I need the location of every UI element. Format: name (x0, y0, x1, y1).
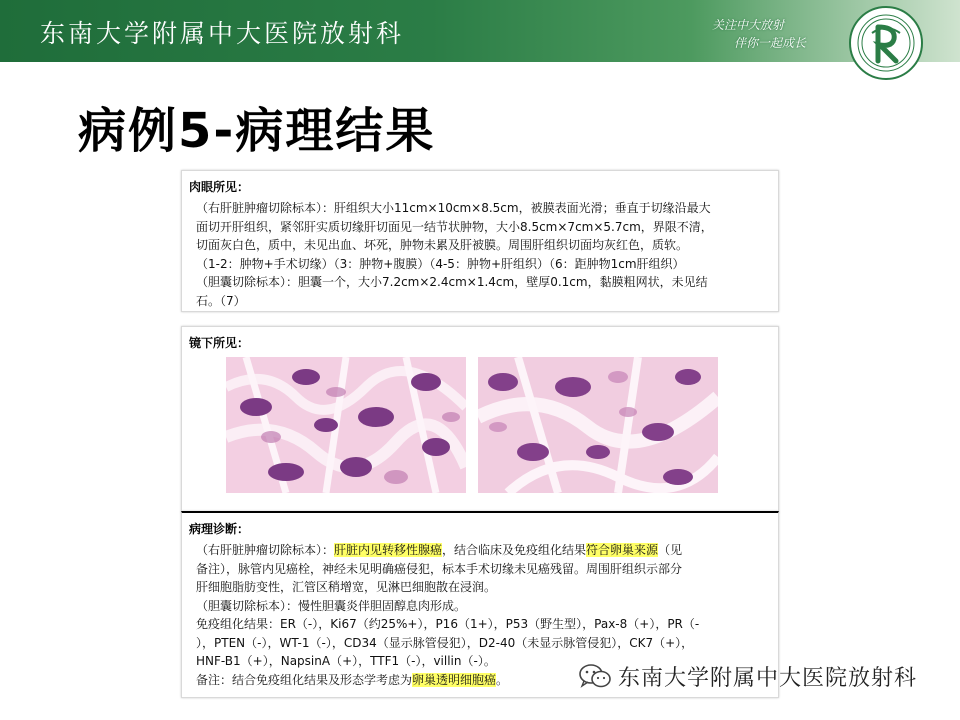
wechat-watermark (578, 656, 938, 696)
diagnosis-highlight-metastatic: 肝脏内见转移性腺癌 (334, 543, 443, 557)
institution-name: 东南大学附属中大医院放射科 (40, 19, 405, 48)
gross-findings-panel (181, 170, 779, 312)
diagnosis-line: 肝细胞脂肪变性，汇管区稍增宽，见淋巴细胞散在浸润。 (196, 580, 497, 594)
microscopic-heading: 镜下所见： (189, 336, 250, 350)
diagnosis-line-1 (196, 541, 770, 560)
diagnosis-line: ），PTEN（-），WT-1（-），CD34（显示脉管侵犯），D2-40（未显示脉管侵犯），CK7（+）， (196, 635, 694, 650)
histology-image-left (226, 357, 466, 493)
slide-title: 病例5-病理结果 (78, 103, 436, 159)
diagnosis-highlight-origin: 符合卵巢来源 (586, 543, 659, 557)
gross-line: 面切开肝组织，紧邻肝实质切缘肝切面见一结节状肿物，大小8.5cm×7cm×5.7cm，界限不清， (196, 219, 713, 234)
gross-text (182, 199, 778, 310)
diagnosis-line: HNF-B1（+），NapsinA（+），TTF1（-），villin（-）。 (196, 654, 496, 668)
diagnosis-heading: 病理诊断： (189, 522, 250, 536)
gross-heading: 肉眼所见： (189, 180, 250, 194)
watermark-text: 东南大学附属中大医院放射科 (618, 665, 918, 691)
gross-line: （1-2：肿物+手术切缘）（3：肿物+腹膜）（4-5：肿物+肝组织）（6：距肿物1cm肝组织） (196, 256, 685, 271)
histology-image-right (478, 357, 718, 493)
diagnosis-text-segment: ，结合临床及免疫组化结果 (442, 543, 587, 557)
diagnosis-note-text: 备注：结合免疫组化结果及形态学考虑为 (196, 672, 413, 687)
slogan-line-1: 关注中大放射 (712, 18, 785, 32)
diagnosis-highlight-final: 卵巢透明细胞癌 (412, 672, 497, 687)
slogan-line-2: 伴你一起成长 (734, 36, 807, 50)
diagnosis-line: （胆囊切除标本）：慢性胆囊炎伴胆固醇息肉形成。 (196, 598, 467, 613)
diagnosis-text-segment: （见 (658, 543, 683, 557)
diagnosis-specimen-label: （右肝脏肿瘤切除标本）： (196, 543, 335, 557)
diagnosis-line: 备注），脉管内见癌栓，神经未见明确癌侵犯，标本手术切缘未见癌残留。周围肝组织示部分 (196, 561, 683, 576)
hospital-logo-icon (848, 5, 924, 81)
header-banner (0, 0, 960, 62)
diagnosis-line: 免疫组化结果：ER（-），Ki67（约25%+），P16（1+），P53（野生型），Pax-8（+），PR（- (196, 617, 700, 631)
diagnosis-note-end: 。 (496, 672, 509, 687)
gross-line: （右肝脏肿瘤切除标本）：肝组织大小11cm×10cm×8.5cm，被膜表面光滑；垂直于切缘沿最大 (196, 201, 711, 215)
slogan (712, 16, 806, 52)
wechat-icon (578, 662, 612, 690)
gross-line: （胆囊切除标本）：胆囊一个，大小7.2cm×2.4cm×1.4cm，壁厚0.1cm，黏膜粗网状，未见结 (196, 275, 708, 289)
gross-line: 石。（7） (196, 293, 246, 308)
gross-line: 切面灰白色，质中，未见出血、坏死，肿物未累及肝被膜。周围肝组织切面均灰红色，质软。 (196, 238, 689, 252)
